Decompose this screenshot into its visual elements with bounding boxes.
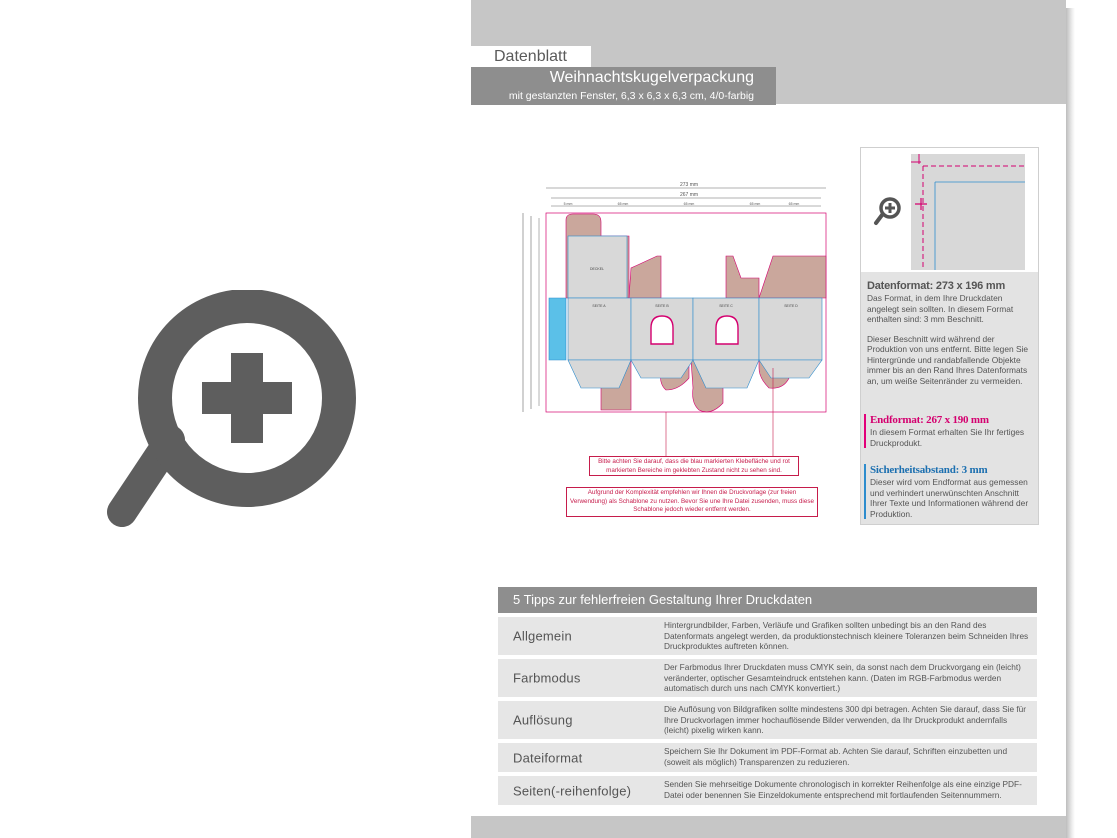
- tip-text: Senden Sie mehrseitige Dokumente chronologisch in korrekter Reihenfolge als eine einzige PDF-Datei oder benennen Sie Einzeldokumente entsprechend mit fortlaufenden Seitennummern.: [664, 779, 1022, 800]
- bleed-preview: [911, 154, 1025, 270]
- sicherheitsabstand-text: Dieser wird vom Endformat aus gemessen und verhindert unerwünschten Anschnitt Ihrer Texte und Informationen während der Produktion.: [870, 477, 1029, 519]
- datenformat-title: Datenformat: 273 x 196 mm: [867, 280, 1006, 292]
- dim-outer-label: 273 mm: [679, 182, 699, 188]
- datasheet-page: [471, 0, 1066, 838]
- panel-label: SEITE A: [592, 304, 606, 308]
- tip-text: Der Farbmodus Ihrer Druckdaten muss CMYK sein, da sonst nach dem Druckvorgang ein (leicht) veränderter, optischer Gesamteindruck entstehen kann. (Daten im RGB-Farbmodus werden automatisch durch uns nach CMYK konvertiert.): [664, 662, 1021, 694]
- endformat-title: Endformat: 267 x 190 mm: [870, 414, 989, 426]
- tip-label: Farbmodus: [513, 670, 581, 686]
- tip-label: Dateiformat: [513, 750, 583, 765]
- tip-row: [498, 743, 1037, 772]
- segment-label: 65 mm: [788, 202, 800, 206]
- segment-label: 65 mm: [749, 202, 761, 206]
- tip-text: Hintergrundbilder, Farben, Verläufe und Grafiken sollten unbedingt bis an den Rand des Datenformats angelegt werden, da produktionstechnisch kleinere Toleranzen beim Schneiden Ihres Druckproduktes auftreten können.: [664, 620, 1029, 652]
- product-title: Weihnachtskugelverpackung: [549, 69, 754, 86]
- sicherheitsabstand-title: Sicherheitsabstand: 3 mm: [870, 464, 988, 476]
- zoom-in-icon[interactable]: [873, 196, 903, 226]
- panel-label: SEITE C: [719, 304, 733, 308]
- tip-row: [498, 659, 1037, 697]
- format-preview: [861, 148, 1038, 272]
- tip-row: [498, 701, 1037, 739]
- panel-label: SEITE B: [655, 304, 669, 308]
- segment-label: 65 mm: [617, 202, 629, 206]
- format-info-panel: [860, 147, 1039, 525]
- tips-table: [498, 587, 1037, 805]
- datenformat-text: Das Format, in dem Ihre Druckdaten angelegt sein sollten. In diesem Format enthalten sind: 3 mm Beschnitt.: [867, 293, 1014, 324]
- zoom-in-icon[interactable]: [100, 290, 360, 550]
- title-box: [471, 67, 776, 105]
- panel-label: SEITE D: [784, 304, 798, 308]
- endformat-text: In diesem Format erhalten Sie Ihr fertiges Druckprodukt.: [870, 427, 1025, 448]
- tip-row: [498, 617, 1037, 655]
- product-subtitle: mit gestanzten Fenster, 6,3 x 6,3 x 6,3 cm, 4/0-farbig: [508, 90, 754, 102]
- dieline-callout: Aufgrund der Komplexität empfehlen wir Ihnen die Druckvorlage (zur freien Verwendung) als Schablone zu nutzen. Bevor Sie une Ihre Datei zusenden, muss diese Schablone jedoch wieder entfernt werden.: [566, 487, 818, 517]
- dim-inner-label: 267 mm: [679, 192, 699, 198]
- beschnitt-text: Dieser Beschnitt wird während der Produktion von uns entfernt. Bitte legen Sie Hintergründe und randabfallende Objekte immer bis an den Rand Ihres Datenformats an, um weiße Seitenränder zu vermeiden.: [867, 333, 1029, 386]
- panel-label: DECKEL: [589, 267, 605, 271]
- tip-label: Allgemein: [513, 628, 572, 644]
- tip-label: Auflösung: [513, 712, 573, 728]
- datasheet-tab: Datenblatt: [471, 46, 591, 67]
- tip-text: Die Auflösung von Bildgrafiken sollte mindestens 300 dpi betragen. Achten Sie darauf, dass Sie für Ihre Druckvorlagen immer hochauflösende Bilder verwenden, da Ihr Druckprodukt andernfalls (leicht) pixelig wirken kann.: [664, 704, 1027, 736]
- footer-band: [471, 816, 1066, 838]
- dieline-callout: Bitte achten Sie darauf, dass die blau markierten Klebefläche und rot markierten Bereiche im geklebten Zustand nicht zu sehen sind.: [589, 456, 799, 476]
- tip-label: Seiten(-reihenfolge): [513, 783, 632, 798]
- tips-header: 5 Tipps zur fehlerfreien Gestaltung Ihrer Druckdaten: [498, 587, 1037, 613]
- page-shadow: [1066, 8, 1075, 838]
- tip-row: [498, 776, 1037, 805]
- segment-label: 65 mm: [683, 202, 695, 206]
- segment-label: 5 mm: [563, 202, 573, 206]
- tip-text: Speichern Sie Ihr Dokument im PDF-Format ab. Achten Sie darauf, Schriften einzubetten und (soweit als möglich) Transparenzen zu reduzieren.: [664, 746, 1008, 767]
